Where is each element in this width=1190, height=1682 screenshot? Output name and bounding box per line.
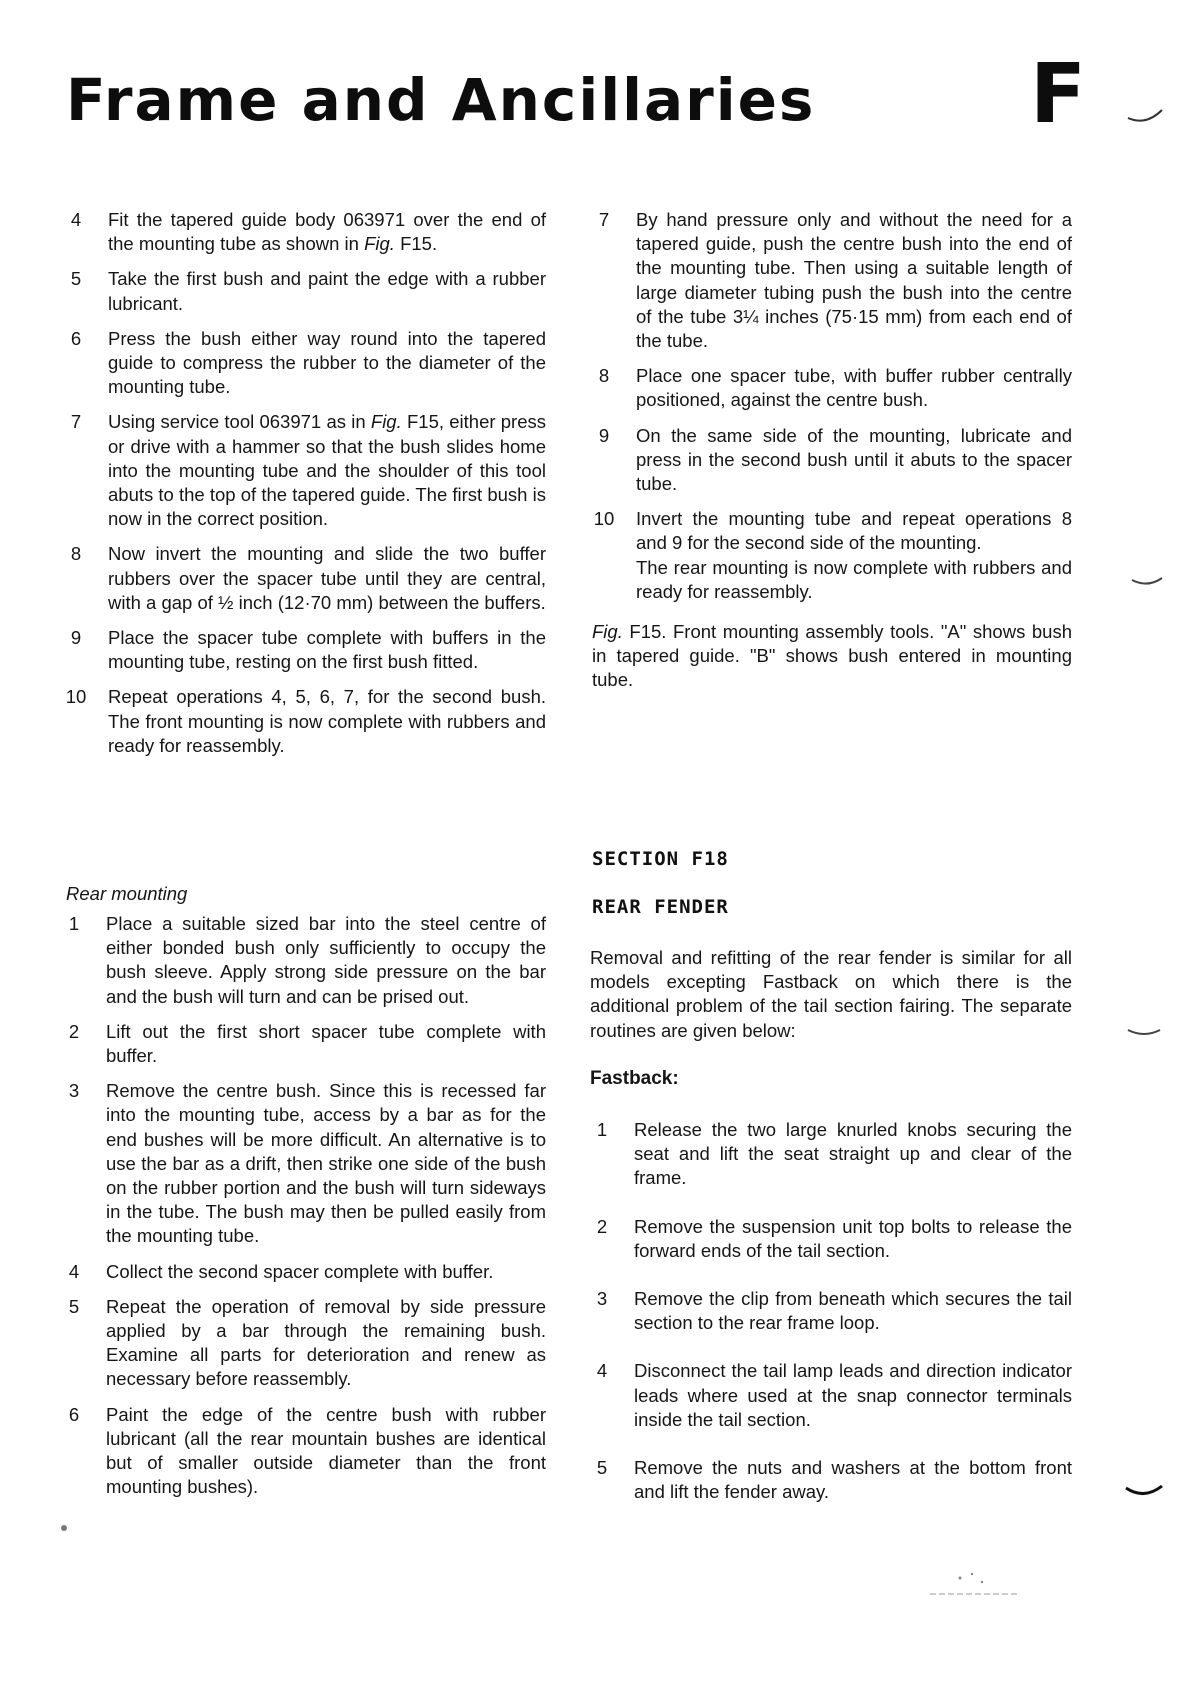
step-text: Place a suitable sized bar into the steel centre of either bonded bush only sufficiently to occupy the bush sleeve. Apply strong side pressure on the bar and the bush will turn and can be prised out. [106,913,546,1007]
step-text: F15. [394,233,438,255]
step-number: 4 [70,209,82,230]
step-number: 2 [596,1215,608,1237]
step-text: Using service tool 063971 as in [108,411,371,433]
step-item [62,1020,546,1068]
rear-mounting-steps [62,912,546,1510]
step-text: Collect the second spacer complete with buffer. [106,1260,494,1282]
step-item [64,267,546,315]
step-number: 7 [598,209,610,230]
step-item [590,1215,1072,1263]
step-item [62,1403,546,1500]
step-number: 8 [598,365,610,387]
step-number: 4 [68,1260,80,1282]
step-number: 4 [596,1360,608,1382]
fig-ref: Fig. [592,621,623,643]
step-number: 9 [598,424,610,446]
step-item [64,626,546,674]
fraction: ½ [218,591,234,613]
step-item [592,507,1072,604]
margin-mark-icon [1130,574,1164,590]
step-text: inches (75·15 mm) from each end of the tube. [636,305,1072,352]
fastback-subheading: Fastback: [590,1068,679,1089]
step-note: The rear mounting is now complete with rubbers and ready for reassembly. [636,556,1072,602]
step-number: 1 [596,1119,608,1140]
section-title: REAR FENDER [592,896,729,918]
margin-mark-icon [1124,1482,1164,1500]
step-text: Remove the suspension unit top bolts to release the forward ends of the tail section. [634,1215,1072,1261]
step-item [64,208,546,256]
page-title: Frame and Ancillaries [66,66,816,134]
step-number: 6 [70,327,82,349]
fig-ref: Fig. [370,411,402,433]
step-text: Release the two large knurled knobs securing the seat and lift the seat straight up and clear of the frame. [634,1119,1072,1189]
step-text: On the same side of the mounting, lubricate and press in the second bush until it abuts to the spacer tube. [636,424,1072,495]
step-item [64,410,546,531]
step-text: Take the first bush and paint the edge with a rubber lubricant. [108,268,546,314]
step-item [590,1359,1072,1432]
step-text: Now invert the mounting and slide the two buffer rubbers over the spacer tube until they are central, with a gap of [108,543,546,613]
step-item [64,327,546,400]
rear-mounting-heading: Rear mounting [66,883,188,904]
step-item [590,1287,1072,1335]
section-label: SECTION F18 [592,848,729,870]
step-number: 5 [68,1295,80,1317]
step-text: Remove the nuts and washers at the bottom front and lift the fender away. [634,1457,1072,1503]
step-number: 6 [68,1403,80,1425]
step-number: 9 [70,627,82,649]
step-text: Place one spacer tube, with buffer rubber centrally positioned, against the centre bush. [636,365,1072,411]
step-text: inch (12·70 mm) between the buffers. [233,591,546,613]
step-text: Repeat operations 4, 5, 6, 7, for the second bush. The front mounting is now complete with rubbers and ready for reassembly. [108,686,546,756]
figure-caption [592,620,1072,693]
step-text: Paint the edge of the centre bush with rubber lubricant (all the rear mountain bushes are identical but of smaller outside diameter than the front mounting bushes). [106,1403,546,1498]
margin-mark-icon [1126,1024,1162,1040]
step-item [62,912,546,1009]
step-text: Place the spacer tube complete with buffers in the mounting tube, resting on the first bush fitted. [108,627,546,673]
fig-ref: Fig. [364,233,395,255]
step-number: 1 [68,913,80,934]
step-number: 10 [65,686,87,708]
step-item [64,542,546,615]
step-text: Remove the clip from beneath which secures the tail section to the rear frame loop. [634,1288,1072,1334]
margin-mark-icon [1126,100,1166,130]
step-text: Lift out the first short spacer tube complete with buffer. [106,1020,546,1067]
section-intro [590,946,1072,1043]
step-item [592,208,1072,353]
scan-speck-icon [56,1520,72,1536]
step-item [62,1079,546,1248]
section-letter: F [1030,47,1087,142]
step-text: Disconnect the tail lamp leads and direction indicator leads where used at the snap connector terminals inside the tail section. [634,1360,1072,1430]
intro-text: Removal and refitting of the rear fender is similar for all models excepting Fastback on which there is the additional problem of the tail section fairing. The separate routines are given below: [590,947,1072,1041]
step-item [592,424,1072,497]
step-item [62,1260,546,1284]
step-number: 3 [68,1080,80,1102]
step-number: 8 [70,543,82,565]
front-mounting-steps [64,208,546,769]
fastback-steps [590,1118,1072,1515]
step-text: By hand pressure only and without the need for a tapered guide, push the centre bush into the end of the mounting tube. Then using a suitable length of large diameter tubing push the bush into the centre of the tube 3 [636,209,1072,327]
step-number: 5 [596,1457,608,1479]
step-number: 7 [70,411,82,433]
step-text: Repeat the operation of removal by side pressure applied by a bar through the remaining bush. Examine all parts for deterioration and renew as necessary before reassembly. [106,1295,546,1390]
rear-mounting-refit-steps [592,208,1072,693]
step-number: 3 [596,1288,608,1310]
step-number: 10 [593,508,615,530]
step-item [590,1118,1072,1191]
step-text: Invert the mounting tube and repeat operations 8 and 9 for the second side of the mounting. [636,508,1072,554]
step-text: F15, either press or drive with a hammer so that the bush slides home into the mounting tube and the shoulder of this tool abuts to the top of the tapered guide. The first bush is now in the correct position. [108,411,547,530]
step-number: 2 [68,1020,80,1042]
step-item [590,1456,1072,1504]
step-item [64,685,546,758]
scan-speck-icon [920,1560,1030,1600]
step-item [592,364,1072,412]
caption-text: F15. Front mounting assembly tools. "A" shows bush in tapered guide. "B" shows bush entered in mounting tube. [592,621,1072,691]
step-text: Remove the centre bush. Since this is recessed far into the mounting tube, access by a bar as for the end bushes will be more difficult. An alternative is to use the bar as a drift, then strike one side of the bush on the rubber portion and the bush will turn sideways in the tube. The bush may then be pulled easily from the mounting tube. [106,1080,546,1247]
step-item [62,1295,546,1392]
step-text: Fit the tapered guide body 063971 over the end of the mounting tube as shown in [108,209,546,255]
fraction: ¼ [743,305,759,327]
step-text: Press the bush either way round into the tapered guide to compress the rubber to the diameter of the mounting tube. [108,327,546,398]
step-number: 5 [70,268,82,290]
